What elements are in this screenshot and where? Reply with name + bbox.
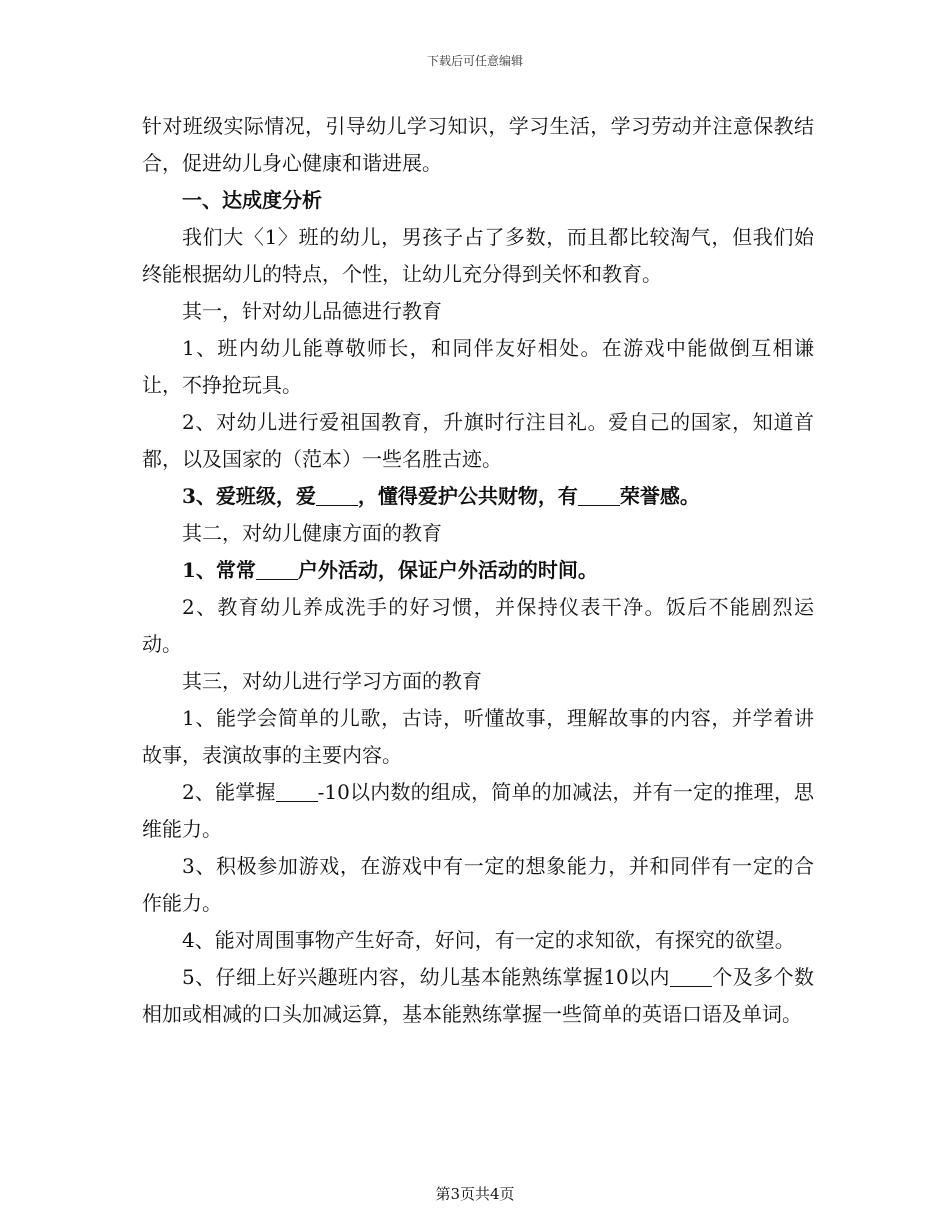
subheading-learning: 其三，对幼儿进行学习方面的教育 [182,669,482,693]
paragraph-learning-5 [142,959,814,1033]
fill-blank [316,485,358,506]
paragraph-morality-2: 2、对幼儿进行爱祖国教育，升旗时行注目礼。爱自己的国家，知道首都，以及国家的（范本）一些名胜古迹。 [142,410,814,471]
text-segment: 户外活动，保证户外活动的时间。 [297,558,598,582]
text-segment: 3、爱班级，爱 [182,484,316,508]
paragraph-learning-4: 4、能对周围事物产生好奇，好问，有一定的求知欲，有探究的欲望。 [182,928,795,952]
text-segment: -10以内数的组成，简单的加减法，并有一定的推理，思维能力。 [142,780,814,841]
paragraph-learning-3: 3、积极参加游戏，在游戏中有一定的想象能力，并和同伴有一定的合作能力。 [142,854,814,915]
paragraph-intro: 针对班级实际情况，引导幼儿学习知识，学习生活，学习劳动并注意保教结合，促进幼儿身心健康和谐进展。 [142,114,814,175]
text-segment: 个及多个数相加或相减的口头加减运算，基本能熟练掌握一些简单的英语口语及单词。 [142,965,814,1026]
subheading-health: 其二，对幼儿健康方面的教育 [182,521,442,545]
section-heading: 一、达成度分析 [182,188,322,212]
fill-blank [256,559,298,580]
text-segment: 1、常常 [182,558,256,582]
text-segment: 5、仔细上好兴趣班内容，幼儿基本能熟练掌握10以内 [182,965,670,989]
fill-blank [578,485,620,506]
paragraph-morality-1: 1、班内幼儿能尊敬师长，和同伴友好相处。在游戏中能做倒互相谦让，不挣抢玩具。 [142,336,814,397]
page-header: 下载后可任意编辑 [426,54,523,68]
paragraph-analysis: 我们大〈1〉班的幼儿，男孩子占了多数，而且都比较淘气，但我们始终能根据幼儿的特点，个性，让幼儿充分得到关怀和教育。 [142,225,814,286]
text-segment: 2、能掌握 [182,780,276,804]
fill-blank [276,781,318,802]
document-body [142,108,814,1033]
subheading-morality: 其一，针对幼儿品德进行教育 [182,299,442,323]
text-segment: 荣誉感。 [619,484,700,508]
paragraph-learning-2 [142,774,814,848]
paragraph-morality-3 [142,478,814,515]
paragraph-health-2: 2、教育幼儿养成洗手的好习惯，并保持仪表干净。饭后不能剧烈运动。 [142,595,814,656]
paragraph-health-1 [142,552,814,589]
page-footer: 第3页共4页 [435,1185,515,1203]
text-segment: ，懂得爱护公共财物，有 [357,484,578,508]
paragraph-learning-1: 1、能学会简单的儿歌，古诗，听懂故事，理解故事的内容，并学着讲故事，表演故事的主要内容。 [142,706,814,767]
fill-blank [670,966,712,987]
